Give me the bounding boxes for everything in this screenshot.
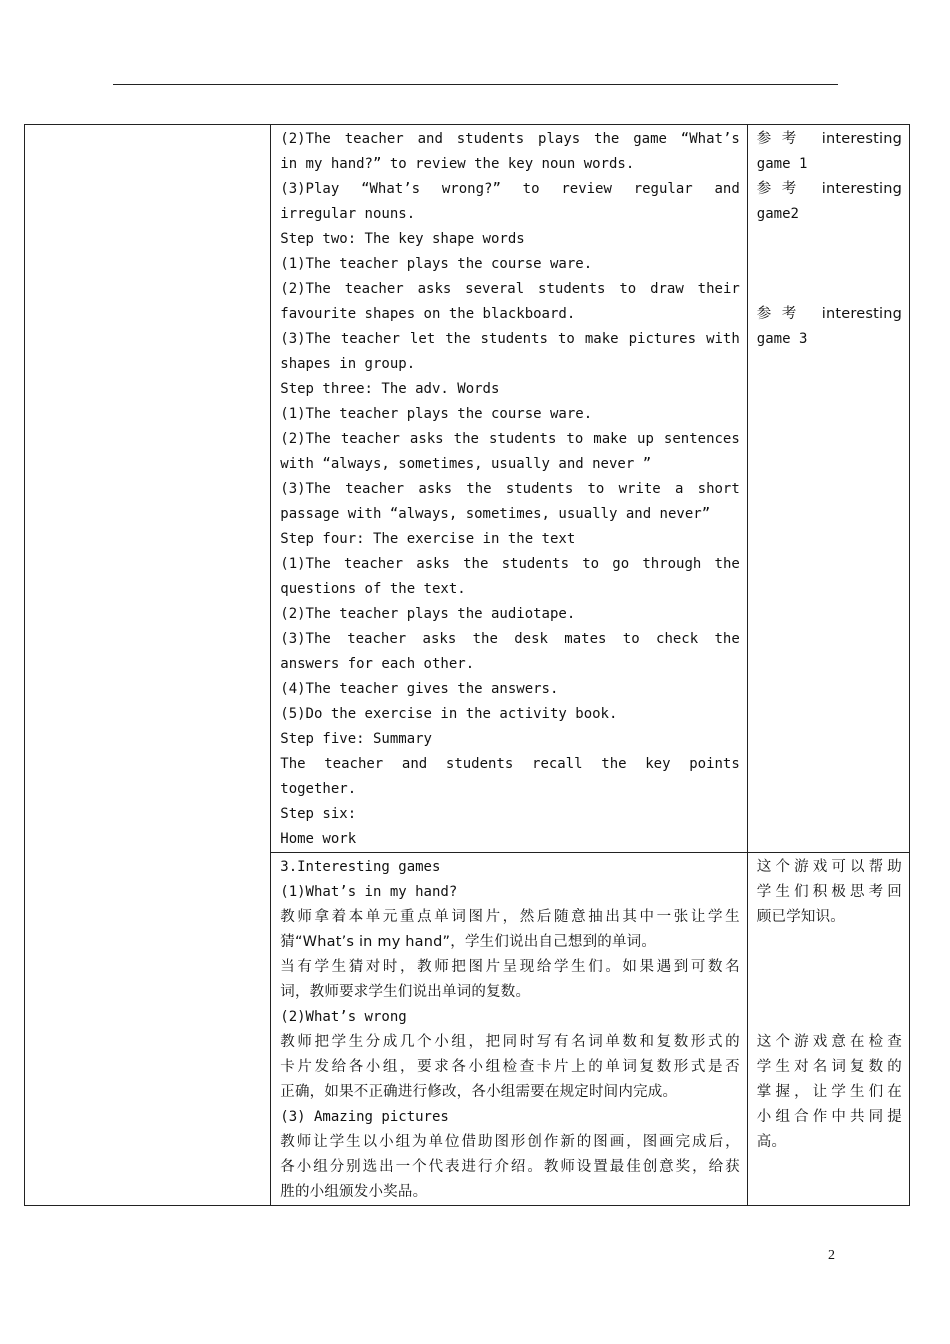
procedure-note-line: 参考 interesting xyxy=(756,131,902,147)
games-line: 正确，如果不正确进行修改，各小组需要在规定时间内完成。 xyxy=(280,1084,678,1100)
games-line: 教师让学生以小组为单位借助图形创作新的图画，图画完成后， xyxy=(280,1134,740,1150)
procedure-line: favourite shapes on the blackboard. xyxy=(280,306,576,322)
procedure-notes-text xyxy=(748,125,909,352)
games-line: 当有学生猜对时，教师把图片呈现给学生们。如果遇到可数名 xyxy=(280,959,740,975)
procedure-note-line: 参考 interesting xyxy=(756,306,902,322)
games-line: 猜“What’s in my hand”，学生们说出自己想到的单词。 xyxy=(280,934,657,950)
procedure-notes-cell xyxy=(747,125,909,853)
procedure-line: The teacher and students recall the key points xyxy=(280,756,740,772)
procedure-line: Step four: The exercise in the text xyxy=(280,531,576,547)
procedure-line: with “always, sometimes, usually and never ” xyxy=(280,456,652,472)
games-note-line: 掌握，让学生们在 xyxy=(756,1084,902,1100)
games-line: 胜的小组颁发小奖品。 xyxy=(280,1184,428,1200)
games-note-line xyxy=(757,980,902,1005)
games-cell xyxy=(271,853,748,1206)
procedure-note-line xyxy=(757,277,902,302)
procedure-line: (3)The teacher asks the students to write a short xyxy=(280,481,740,497)
games-line: 教师拿着本单元重点单词图片，然后随意抽出其中一张让学生 xyxy=(280,909,740,925)
procedure-cell xyxy=(271,125,748,853)
games-notes-text xyxy=(748,853,909,1155)
procedure-line: Step six: xyxy=(280,806,357,822)
games-note-line: 这个游戏可以帮助 xyxy=(756,859,902,875)
procedure-line: Home work xyxy=(280,831,357,847)
header-rule xyxy=(113,84,838,85)
procedure-line: Step five: Summary xyxy=(280,731,432,747)
procedure-line: (2)The teacher asks several students to draw their xyxy=(280,281,740,297)
procedure-line: (5)Do the exercise in the activity book. xyxy=(280,706,618,722)
procedure-line: together. xyxy=(280,781,357,797)
procedure-line: (3)The teacher asks the desk mates to check the xyxy=(280,631,740,647)
procedure-line: (3)The teacher let the students to make pictures with xyxy=(280,331,740,347)
games-line: 词，教师要求学生们说出单词的复数。 xyxy=(280,984,531,1000)
games-text xyxy=(271,853,747,1205)
games-line: (3) Amazing pictures xyxy=(280,1109,449,1125)
page-number: 2 xyxy=(828,1248,835,1263)
procedure-line: Step three: The adv. Words xyxy=(280,381,500,397)
games-note-line: 小组合作中共同提 xyxy=(756,1109,902,1125)
games-line: (2)What’s wrong xyxy=(280,1009,407,1025)
procedure-line: passage with “always, sometimes, usually and never” xyxy=(280,506,711,522)
procedure-note-line: game 3 xyxy=(756,331,808,347)
procedure-line: irregular nouns. xyxy=(280,206,416,222)
procedure-line: (2)The teacher plays the audiotape. xyxy=(280,606,576,622)
table-row-procedure xyxy=(25,125,910,853)
games-line: 3.Interesting games xyxy=(280,859,441,875)
procedure-line: Step two: The key shape words xyxy=(280,231,525,247)
procedure-note-line xyxy=(757,252,902,277)
procedure-line: (1)The teacher asks the students to go through the xyxy=(280,556,740,572)
procedure-text xyxy=(271,125,747,852)
stage-cell xyxy=(25,125,271,1206)
procedure-line: in my hand?” to review the key noun words. xyxy=(280,156,635,172)
procedure-note-line xyxy=(757,227,902,252)
procedure-line: (3)Play “What’s wrong?” to review regular and xyxy=(280,181,740,197)
games-notes-cell xyxy=(747,853,909,1206)
games-note-line xyxy=(757,930,902,955)
procedure-line: (2)The teacher and students plays the game “What’s xyxy=(280,131,740,147)
procedure-line: questions of the text. xyxy=(280,581,466,597)
procedure-line: (4)The teacher gives the answers. xyxy=(280,681,559,697)
games-note-line: 顾已学知识。 xyxy=(756,909,845,925)
procedure-line: (1)The teacher plays the course ware. xyxy=(280,406,593,422)
procedure-note-line: 参考 interesting xyxy=(756,181,902,197)
procedure-note-line: game 1 xyxy=(756,156,808,172)
games-note-line xyxy=(757,955,902,980)
games-note-line: 学生对名词复数的 xyxy=(756,1059,902,1075)
games-line: 卡片发给各小组，要求各小组检查卡片上的单词复数形式是否 xyxy=(280,1059,740,1075)
games-note-line: 学生们积极思考回 xyxy=(756,884,902,900)
games-note-line: 这个游戏意在检查 xyxy=(756,1034,902,1050)
procedure-note-line: game2 xyxy=(756,206,799,222)
procedure-line: (2)The teacher asks the students to make up sentences xyxy=(280,431,740,447)
procedure-line: shapes in group. xyxy=(280,356,416,372)
games-line: 各小组分别选出一个代表进行介绍。教师设置最佳创意奖，给获 xyxy=(280,1159,740,1175)
lesson-plan-table xyxy=(24,124,910,1206)
games-line: 教师把学生分成几个小组，把同时写有名词单数和复数形式的 xyxy=(280,1034,740,1050)
games-line: (1)What’s in my hand? xyxy=(280,884,458,900)
procedure-line: (1)The teacher plays the course ware. xyxy=(280,256,593,272)
games-note-line xyxy=(757,1005,902,1030)
procedure-line: answers for each other. xyxy=(280,656,475,672)
games-note-line: 高。 xyxy=(756,1134,787,1150)
